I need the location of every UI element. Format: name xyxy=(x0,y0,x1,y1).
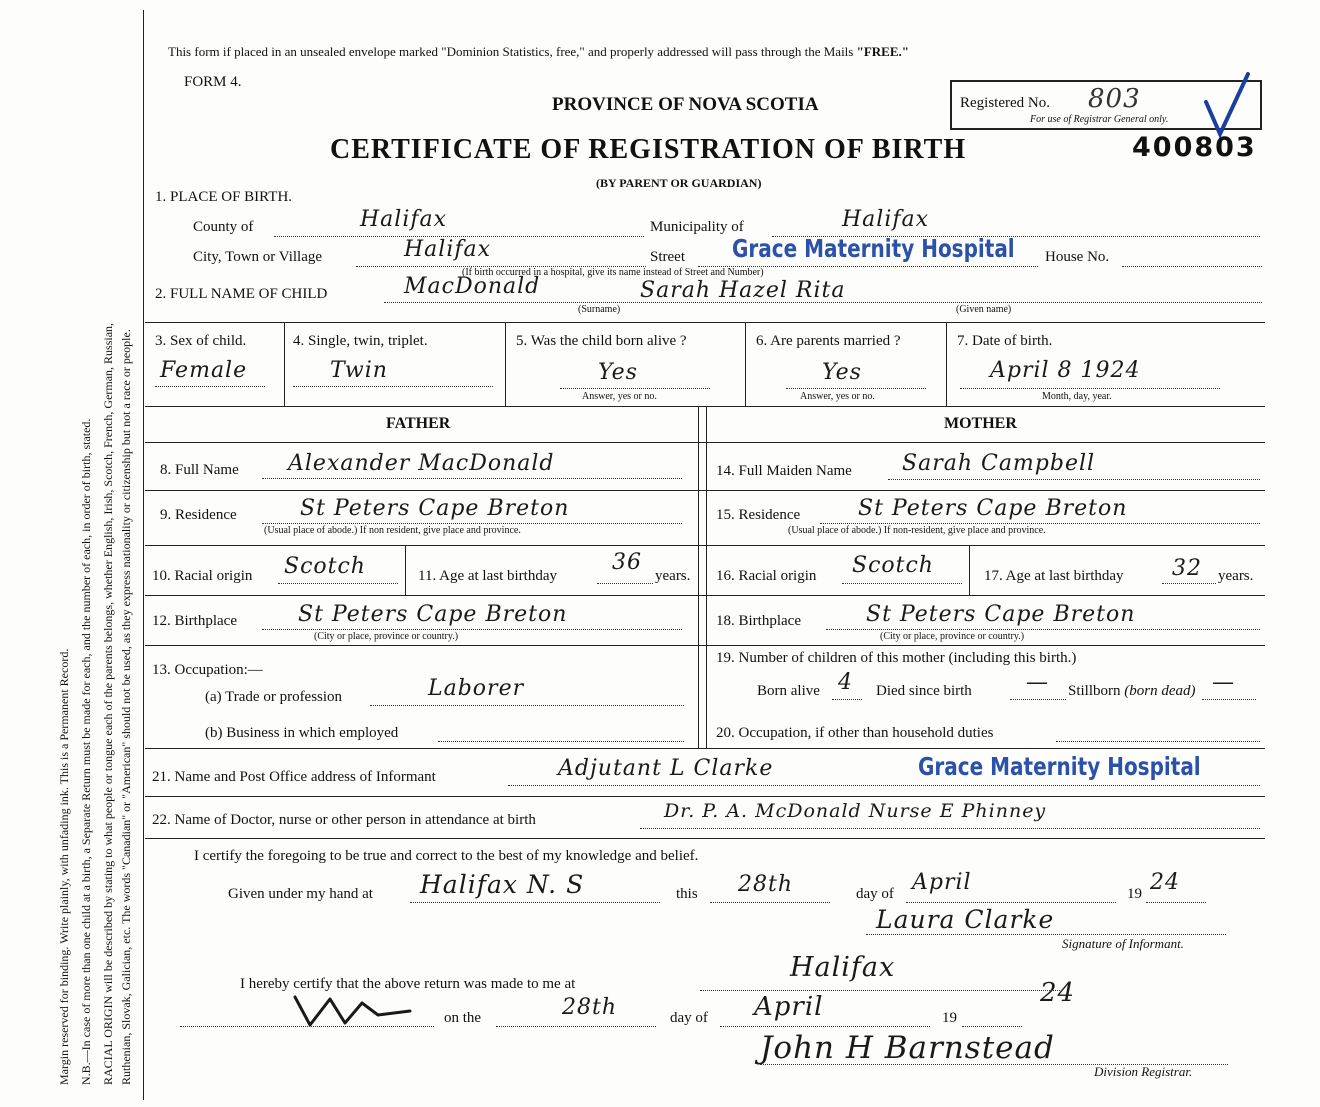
registrar-note: For use of Registrar General only. xyxy=(1030,114,1169,125)
married-label: 6. Are parents married ? xyxy=(756,333,901,349)
municipality-value: Halifax xyxy=(842,207,930,232)
sex-value: Female xyxy=(160,358,248,383)
rule-row8 xyxy=(145,490,1265,491)
doctor-value: Dr. P. A. McDonald Nurse E Phinney xyxy=(664,800,1047,822)
stillborn-line xyxy=(1202,699,1256,700)
father-residence-label: 9. Residence xyxy=(160,507,237,523)
divider-married xyxy=(946,322,947,406)
margin-line xyxy=(143,10,144,1100)
given-place-line xyxy=(410,902,660,903)
registered-value: 803 xyxy=(1088,84,1141,114)
registered-box xyxy=(950,80,1262,130)
business-line xyxy=(438,741,684,742)
registrar-month-value: April xyxy=(754,992,824,1022)
father-residence-line xyxy=(262,523,682,524)
divider-mother-age xyxy=(969,545,970,595)
trade-label: (a) Trade or profession xyxy=(205,689,343,705)
born-alive-label: Born alive xyxy=(757,683,820,699)
center-divider-a xyxy=(698,406,699,748)
mother-age-line xyxy=(1162,583,1216,584)
stillborn-label: Stillborn (born dead) xyxy=(1068,683,1196,699)
mother-age-label: 17. Age at last birthday xyxy=(984,568,1124,584)
mother-occupation-line xyxy=(1056,741,1260,742)
father-name-label: 8. Full Name xyxy=(160,462,239,478)
registrar-initial-line xyxy=(180,1026,434,1027)
mother-residence-caption: (Usual place of abode.) If non-resident, give place and province. xyxy=(788,525,1046,536)
mother-occupation-label: 20. Occupation, if other than household duties xyxy=(716,725,994,741)
given-month-line xyxy=(906,902,1116,903)
given-day-value: 28th xyxy=(738,872,794,897)
hospital-note: (If birth occurred in a hospital, give its name instead of Street and Number) xyxy=(462,267,764,278)
given-day-line xyxy=(710,902,830,903)
registrar-year-line xyxy=(962,1026,1022,1027)
father-age-label: 11. Age at last birthday xyxy=(418,568,557,584)
rule-top-row xyxy=(145,322,1265,323)
divider-father-age xyxy=(405,545,406,595)
registrar-dayof-label: day of xyxy=(670,1010,708,1026)
registrar-day-value: 28th xyxy=(562,995,618,1020)
informant-signature-caption: Signature of Informant. xyxy=(1062,936,1184,951)
dob-line xyxy=(960,388,1220,389)
died-value: — xyxy=(1026,670,1049,695)
informant-signature: Laura Clarke xyxy=(876,905,1055,934)
divider-plurality xyxy=(505,322,506,406)
page-subtitle: (BY PARENT OR GUARDIAN) xyxy=(596,176,762,190)
married-value: Yes xyxy=(822,360,862,385)
mother-birthplace-label: 18. Birthplace xyxy=(716,613,801,629)
father-birthplace-caption: (City or place, province or country.) xyxy=(314,631,459,642)
mother-racial-label: 16. Racial origin xyxy=(716,568,817,584)
street-stamp: Grace Maternity Hospital xyxy=(732,234,1015,263)
mail-notice: This form if placed in an unsealed envelope marked "Dominion Statistics, free," and properly addressed will pass through the Mails "FREE." xyxy=(168,44,909,59)
father-residence-value: St Peters Cape Breton xyxy=(300,496,570,521)
given-place-value: Halifax N. S xyxy=(420,870,585,899)
alive-value: Yes xyxy=(598,360,638,385)
sex-label: 3. Sex of child. xyxy=(155,333,247,349)
given-year-line xyxy=(1146,902,1206,903)
mother-racial-value: Scotch xyxy=(852,553,934,578)
divider-sex xyxy=(284,322,285,406)
city-value: Halifax xyxy=(404,237,492,262)
side-note-multiple-births: N.B.—In case of more than one child at a birth, a Separate Return must be made for each, and the number of each, in order of birth, stated. xyxy=(79,418,93,1085)
father-heading: FATHER xyxy=(386,415,451,432)
registrar-place-value: Halifax xyxy=(790,952,896,983)
house-label: House No. xyxy=(1045,249,1110,265)
registrar-year-prefix: 19 xyxy=(942,1010,957,1026)
street-label: Street xyxy=(650,249,685,265)
informant-value: Adjutant L Clarke xyxy=(558,756,774,781)
dob-value: April 8 1924 xyxy=(990,358,1141,383)
rule-row21 xyxy=(145,796,1265,797)
born-alive-value: 4 xyxy=(838,670,853,695)
given-month-value: April xyxy=(912,870,972,895)
alive-line xyxy=(560,388,710,389)
this-label: this xyxy=(676,886,698,902)
given-caption: (Given name) xyxy=(956,304,1012,315)
mother-residence-value: St Peters Cape Breton xyxy=(858,496,1128,521)
registrar-day-line xyxy=(496,1026,656,1027)
father-age-line xyxy=(597,583,653,584)
on-the-label: on the xyxy=(444,1010,482,1026)
mother-residence-line xyxy=(820,523,1260,524)
rule-row-end xyxy=(145,406,1265,407)
child-surname-value: MacDonald xyxy=(404,274,541,299)
mother-years: years. xyxy=(1218,568,1254,584)
doctor-label: 22. Name of Doctor, nurse or other person in attendance at birth xyxy=(152,812,536,828)
dob-label: 7. Date of birth. xyxy=(957,333,1053,349)
rule-heading xyxy=(145,442,1265,443)
alive-label: 5. Was the child born alive ? xyxy=(516,333,687,349)
father-racial-label: 10. Racial origin xyxy=(152,568,253,584)
doctor-line xyxy=(640,828,1260,829)
side-note-racial-origin-2: Ruthenian, Slovak, Galician, etc. The words "Canadian" or "American" should not be used, as they express nationality or citizenship but not a race or people. xyxy=(119,329,133,1085)
file-number: 400803 xyxy=(1132,132,1257,163)
informant-signature-line xyxy=(866,934,1226,935)
province-heading: PROVINCE OF NOVA SCOTIA xyxy=(552,94,819,115)
married-line xyxy=(786,388,926,389)
informant-label: 21. Name and Post Office address of Informant xyxy=(152,769,436,785)
given-year-value: 24 xyxy=(1150,870,1180,895)
registrar-statement: I hereby certify that the above return was made to me at xyxy=(240,976,576,992)
place-of-birth-label: 1. PLACE OF BIRTH. xyxy=(155,189,293,205)
registrar-signature: John H Barnstead xyxy=(760,1030,1055,1066)
father-birthplace-value: St Peters Cape Breton xyxy=(298,602,568,627)
child-given-value: Sarah Hazel Rita xyxy=(640,278,846,303)
mother-birthplace-value: St Peters Cape Breton xyxy=(866,602,1136,627)
father-occupation-label: 13. Occupation:— xyxy=(152,662,263,678)
rule-row10 xyxy=(145,595,1265,596)
divider-alive xyxy=(745,322,746,406)
trade-line xyxy=(370,705,684,706)
house-line xyxy=(1122,266,1262,267)
died-label: Died since birth xyxy=(876,683,972,699)
registered-label: Registered No. xyxy=(960,95,1050,111)
sex-line xyxy=(155,386,265,387)
father-racial-line xyxy=(278,583,398,584)
mother-birthplace-caption: (City or place, province or country.) xyxy=(880,631,1025,642)
died-line xyxy=(1010,699,1066,700)
mother-name-line xyxy=(888,479,1260,480)
born-alive-line xyxy=(832,699,862,700)
page-title: CERTIFICATE OF REGISTRATION OF BIRTH xyxy=(330,134,967,165)
form-number: FORM 4. xyxy=(184,74,242,90)
side-note-binding: Margin reserved for binding. Write plainly, with unfading ink. This is a Permanent Record. xyxy=(57,648,71,1085)
registrar-month-line xyxy=(720,1026,930,1027)
side-note-racial-origin-1: RACIAL ORIGIN will be described by stating to what people or tongue each of the parents belongs, whether English, Irish, Scotch, French, German, Russian, xyxy=(101,322,115,1085)
certify-statement: I certify the foregoing to be true and correct to the best of my knowledge and belief. xyxy=(194,848,699,864)
registrar-initial-scrawl xyxy=(290,985,420,1035)
father-racial-value: Scotch xyxy=(284,554,366,579)
mother-heading: MOTHER xyxy=(944,415,1017,432)
county-value: Halifax xyxy=(360,207,448,232)
father-name-value: Alexander MacDonald xyxy=(288,451,555,476)
alive-caption: Answer, yes or no. xyxy=(582,391,657,402)
child-name-label: 2. FULL NAME OF CHILD xyxy=(155,286,328,302)
father-birthplace-line xyxy=(262,629,682,630)
father-name-line xyxy=(262,478,682,479)
father-residence-caption: (Usual place of abode.) If non resident, give place and province. xyxy=(264,525,521,536)
given-year-prefix: 19 xyxy=(1127,886,1142,902)
municipality-label: Municipality of xyxy=(650,219,744,235)
informant-stamp: Grace Maternity Hospital xyxy=(918,752,1201,781)
married-caption: Answer, yes or no. xyxy=(800,391,875,402)
surname-caption: (Surname) xyxy=(578,304,621,315)
center-divider-b xyxy=(706,406,707,748)
mother-name-label: 14. Full Maiden Name xyxy=(716,463,852,479)
city-label: City, Town or Village xyxy=(193,249,323,265)
mother-birthplace-line xyxy=(826,629,1260,630)
given-dayof-label: day of xyxy=(856,886,894,902)
mother-age-value: 32 xyxy=(1172,556,1202,581)
given-label: Given under my hand at xyxy=(228,886,373,902)
rule-row22 xyxy=(145,838,1265,839)
trade-value: Laborer xyxy=(428,676,525,701)
mother-residence-label: 15. Residence xyxy=(716,507,801,523)
stillborn-value: — xyxy=(1212,670,1235,695)
father-birthplace-label: 12. Birthplace xyxy=(152,613,237,629)
mother-racial-line xyxy=(842,583,962,584)
registrar-caption: Division Registrar. xyxy=(1094,1064,1193,1079)
county-label: County of xyxy=(193,219,254,235)
father-age-value: 36 xyxy=(612,550,642,575)
children-label: 19. Number of children of this mother (including this birth.) xyxy=(716,650,1077,666)
plurality-value: Twin xyxy=(330,358,388,383)
rule-row9 xyxy=(145,545,1265,546)
rule-occupation-end xyxy=(145,748,1265,749)
dob-caption: Month, day, year. xyxy=(1042,391,1112,402)
registrar-place-line xyxy=(700,990,1060,991)
plurality-line xyxy=(293,386,493,387)
business-label: (b) Business in which employed xyxy=(205,725,399,741)
registrar-year-value: 24 xyxy=(1040,978,1076,1008)
informant-line xyxy=(508,785,1260,786)
plurality-label: 4. Single, twin, triplet. xyxy=(293,333,428,349)
father-years: years. xyxy=(655,568,691,584)
mother-name-value: Sarah Campbell xyxy=(902,451,1096,476)
rule-row12 xyxy=(145,645,1265,646)
